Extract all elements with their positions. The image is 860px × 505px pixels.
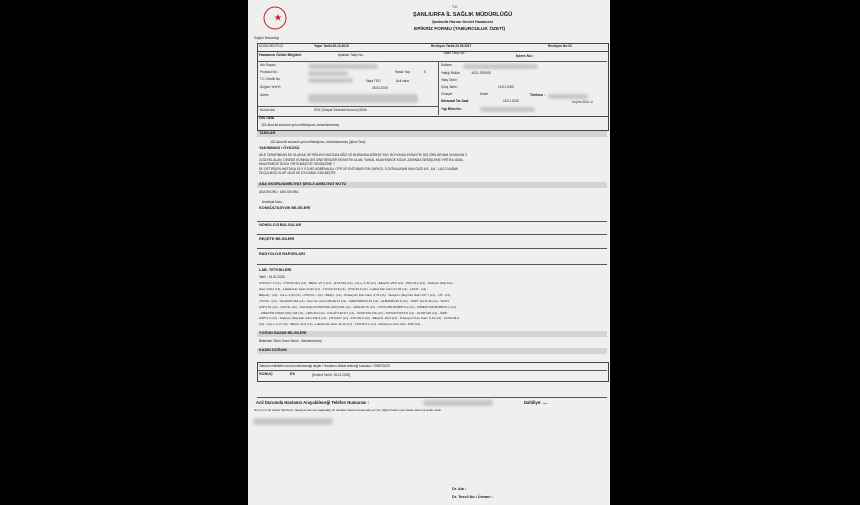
lab-results	[259, 281, 459, 328]
extension-label: Dahiliye: ....	[524, 400, 548, 405]
discharge-label: Çıkış Tarihi :	[441, 85, 459, 89]
address-label: Adres	[260, 93, 269, 97]
inpatient-label: Yatan Takip No :	[443, 51, 467, 55]
doctor-name-label: Dr. Adı :	[452, 487, 467, 491]
birth-label: Doğum Yeri/Yt.	[260, 85, 282, 89]
ministry-crescent-star-icon	[262, 6, 288, 34]
redacted-name	[308, 64, 378, 69]
lab-line: (x1) - Ca++:1,17 (x1) - BE(b):-21,9 (x1) - Laktat Kan Gazı:11,10 (x1) - cTCO2:6,1 (x1) - Potasyum Kan Gazı :6,08 (x1) -	[259, 322, 422, 327]
lab-title: LAB. TETKİKLERİ	[259, 268, 292, 272]
diagnoses-text: J22-Akut alt solunum yolu enfeksiyonu, tanımlanmamış (İşlem Tanı)	[270, 140, 366, 144]
procedures-title: ASA SKORU/AMELİYAT ŞEKLİ/ AMELİYAT NOTU	[259, 182, 347, 186]
hospital-name: Şanlıurfa Harran Devlet Hastanesi	[432, 20, 493, 24]
visit-label: Yığı Bilim No :	[441, 107, 463, 111]
process-label: İşlem No :	[516, 54, 535, 58]
institution-label: Kurum Adı	[260, 108, 275, 112]
intensive-care-text: Beklenen Ölüm Oranı Skoru : Belirlenmemiş	[259, 339, 322, 343]
complaint-line: EK GETİRİLEN HASTAYA 15 X 0.3 MG ADRENALİN, CPR VE ENTÜBASYON YAPILDI. 3 DEFAALİNAN KAN GAZI 6.8 , 6.6 , LAO OLARAK	[259, 166, 459, 171]
name-label: Adı Soyadı	[260, 63, 276, 67]
clinic-value: : ACİL SERVİS	[470, 71, 492, 75]
ministry-title: ŞANLIURFA İL SAĞLIK MÜDÜRLÜĞÜ	[413, 12, 513, 18]
advice-title: Taburcu edildikten sonra kullanılacağı ilaçlar / Hastanın dikkat edeceği hususlar / ÖNERİLER	[259, 364, 390, 368]
epikriz-document	[248, 0, 610, 505]
patient-section-title: Hastanın Özlük Bilgileri	[259, 53, 302, 57]
case-label: Vaka TÜG	[366, 79, 381, 83]
emergency-phone-label: Acil Durumda Hastanın Arayabileceği Telefon Numarası :	[256, 400, 369, 405]
logo-caption: Sağlık Bakanlığı	[254, 36, 280, 40]
gender-value: Kadın	[480, 92, 489, 96]
doctor-registry-label: Dr. Tescil No / Ünvanı :	[452, 495, 493, 499]
revision-date: Revizyon Tarihi:23.05.2017	[431, 44, 472, 48]
protocol-label: Protokol No :	[260, 70, 279, 74]
intensive-care-title: YOĞUN BAKIM BİLGİLERİ	[259, 331, 307, 335]
diagnoses-title: TANILAR	[259, 131, 276, 135]
lab-line: (AST):51 (x1) - GGT:11 (x1) - ALKALEN FOSFATAZ (ALP):261 (x1) - AMİLAZ:15 (x1) - TOTAL BİLİRUBİN:0,2 (x1) - DİREKT BİLİRUBİN:0,1 (x1)	[259, 304, 457, 309]
prescription-title: REÇETE BİLGİLERİ	[259, 237, 295, 241]
complaint-line: MUAYENEDE DOKU YIRTILMAŞI VE GENİŞLEME ?	[259, 162, 335, 167]
complaint-line: ÖLÇÜLMÜŞ OLUP 16:25 DE EX KABUL EDİLMİŞTİR	[259, 171, 336, 176]
outpatient-label: Ayaktan Takip No :	[338, 53, 365, 57]
control-date: [Kontrol Tarihi: 15.01.2025]	[312, 373, 351, 377]
lab-line: cHCO3-7.7 (x1) - cTCO2:16,4 (x1) - BE(b):-27,4 (x1) - pH:6,691 (x1) - Ca++:1,30 (x1) - BE(ecf):-25,8 (x1) - PO2:43,2 (x1) - Sodyum (Na) Kan	[259, 281, 453, 285]
apply-label: Müracaat Tar-Saat	[441, 99, 469, 103]
revision-no: Revizyon No:02	[548, 44, 572, 48]
age-label: Hasta Yaş :	[395, 70, 412, 74]
result-value: EX	[290, 372, 296, 376]
phone-label: Telefonu :	[530, 93, 545, 97]
footer-note: Not: Form iki nüsha hazırlanır, hastaya yatırma onayladığı bir nüshası hasta dosyasında yer alır, diğeri hasta veya hasta yakınına teslim edilir.	[254, 408, 442, 412]
redacted-emergency-phone	[423, 400, 493, 406]
publish-date: Yayın Tarihi:20.10.2015	[314, 44, 349, 48]
doc-code: KODU:HB.FR.02	[259, 44, 284, 48]
redacted-tc	[308, 78, 353, 83]
doctor-label: Doktoru	[441, 63, 453, 67]
prediagnosis-text: J22-Akut alt solunum yolu enfeksiyonu, tanımlanmamış	[261, 123, 339, 127]
age-value: 6	[424, 70, 426, 74]
birth-date: 28.02.2019	[372, 86, 388, 90]
redacted-address	[308, 94, 418, 103]
admit-label: Yatış Tarihi :	[441, 78, 459, 82]
lab-line: Gazı:149,4 (x1) - Laktat Kan Gazı:14,32 (x1) - cTCO2:13,6 (x1) - PO2:40,0 (x1) - Laktat Kan Gazı:17,32 (x1) - pCO2:- (x1) -	[259, 286, 429, 291]
gender-label: Cinsiyet	[441, 92, 453, 96]
gynecology-title: KADIN DOĞUM	[259, 348, 287, 352]
result-label: SONUÇ	[259, 372, 273, 376]
tc-id-label: T.C. Kimlik No	[260, 77, 281, 81]
tc-label: T.C.	[452, 5, 459, 9]
consultation-title: KONSÜLTASYON BİLGİLERİ	[259, 206, 311, 210]
redacted-protocol	[308, 71, 348, 76]
complaint-line: AİLE TARAFINDAN EK OLARAK GETİRİLEN HASTADA AĞIZ VE BURUNDA AĞRIŞE SIVI, BOYUNDA EKİMOTİK DIŞ ZİRA DEVAM OLMAYAN 3	[259, 153, 467, 157]
discharge-value: 15.01.2025	[498, 85, 514, 89]
lab-line: ASİT:3,3 (x1) - Sodyum (Na) Kan Gazı:146,3 (x1) - pH:6,627 (x1) - PO2:26,2 (x1) - BE(ecf):-20,3 (x1) - Potasyum Kan Gazı :5,10 (x1) - pCO2:99,4	[259, 316, 459, 321]
asa-score: ASA SKORU : ASA SKORU :	[259, 190, 301, 194]
complaint-line: COZ/VEL ALAN, CİNEDE KOMNA( DIS İZNE BENZER EKIMOTİK ALAN, YAİNAL MUAYENEDE KIZLIK ZARINDA GENİŞLEMŞ YIRTIKLI ANAL	[259, 157, 464, 162]
redacted-phone	[548, 94, 588, 99]
clinic-label: Yattığı Bölüm	[441, 71, 460, 75]
redacted-signature-area	[253, 418, 333, 425]
complaint-title: YAKINMASI / ÖYKÜSÜ	[259, 146, 300, 150]
institution-value: SGK (Sosyal Güvenlik Kurumu) 5306	[314, 108, 367, 112]
lab-date: Tarih : 15.01.2025 -	[259, 275, 287, 279]
lab-line: cTCO2:- (x1) - GLUKOZ:164 (x1) - Kan üre azotu (BUN):11 (x1) - KREATİNİN:0,51 (x1) - ALBUMİN:40,6 (x1) - SGPT (ALT):39 (x1) - SGOT	[259, 298, 450, 303]
form-title: EPİKRİZ FORMU (TABURCULUK ÖZETİ)	[414, 27, 506, 32]
complaint-text	[259, 153, 467, 176]
surgery-note-label: Ameliyat Notu :	[262, 200, 284, 204]
redacted-doctor	[463, 64, 538, 69]
case-value: Acil vaka	[396, 79, 409, 83]
nonology-title: NONOLOJİ BULGULAR	[259, 223, 302, 227]
lab-line: BE(ecf):- (x1) - Ca++:1,34 (x1) - cHCO3-:- (x1) - BE(b):- (x1) - Potasyum Kan Gazı :6,74 (x1) - Sodyum (Na) Kan Gazı:147,7 (x1) - pH:- (x1) -	[259, 292, 452, 297]
redacted-visit	[480, 107, 535, 112]
lab-line: - KREATİN KİNAZ (CK):143 (x1) - LDH:312 (x1) - KALSİYUM:8,7 (x1) - SODYUM:146 (x1) - POTASYUM:5,8 (x1) - KLOR:110 (x1) - ÜRİK	[259, 310, 448, 315]
prediagnosis-title: ÖN TANI	[259, 116, 275, 120]
apply-extra: bu pim.2011 ol	[572, 100, 593, 104]
apply-value: 15.01.2025	[503, 99, 519, 103]
radiology-title: RADYOLOJİ RAPORLARI	[259, 252, 305, 256]
